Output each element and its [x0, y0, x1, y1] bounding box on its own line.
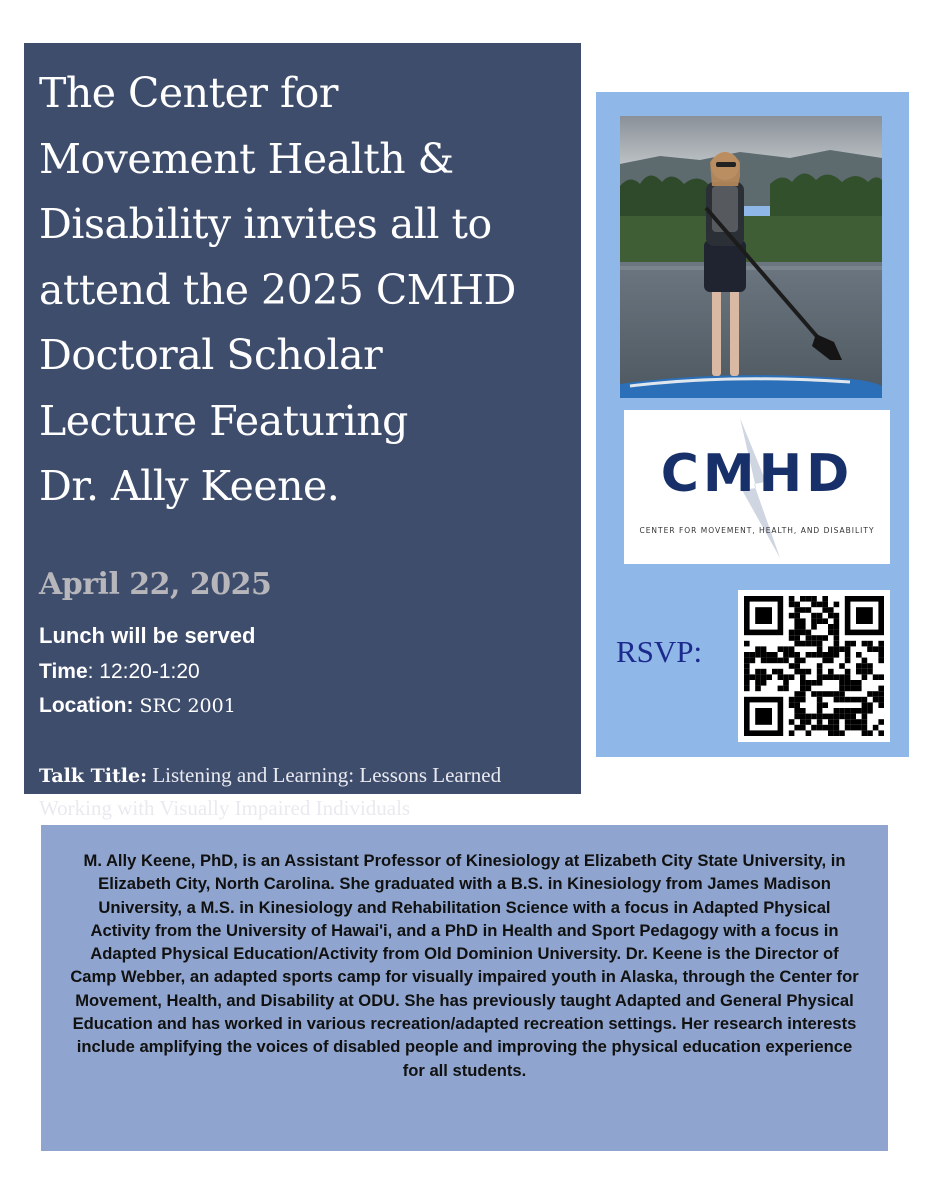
- event-location: [39, 694, 236, 718]
- speaker-bio: M. Ally Keene, PhD, is an Assistant Professor of Kinesiology at Elizabeth City State University, in Elizabeth City, North Carolina. She graduated with a B.S. in Kinesiology from James Madison University, a M.S. in Kinesiology and Rehabilitation Science with a focus in Adapted Physical Activity from the University of Hawai'i, and a PhD in Health and Sport Pedagogy with a focus in Adapted Physical Education/Activity from Old Dominion University. Dr. Keene is the Director of Camp Webber, an adapted sports camp for visually impaired youth in Alaska, through the Center for Movement, Health, and Disability at ODU. She has previously taught Adapted and General Physical Education and has worked in various recreation/adapted recreation settings. Her research interests include amplifying the voices of disabled people and improving the physical education experience for all students.: [70, 851, 859, 1080]
- talk-title-label: Talk Title:: [39, 765, 148, 787]
- headline-line: Lecture Featuring: [39, 396, 408, 445]
- rsvp-label: RSVP:: [616, 634, 703, 669]
- media-panel: [596, 92, 909, 757]
- logo-wordmark: CMHD: [660, 444, 854, 504]
- headline-line: Dr. Ally Keene.: [39, 462, 340, 510]
- qr-code-icon: [738, 590, 890, 742]
- paddleboard-photo-illustration: [620, 116, 882, 398]
- headline-line: Doctoral Scholar: [39, 331, 383, 379]
- logo-subtitle: CENTER FOR MOVEMENT, HEALTH, AND DISABILITY: [639, 526, 875, 535]
- rsvp-qr-code[interactable]: [738, 590, 890, 742]
- event-info-panel: [24, 43, 581, 820]
- time-value: : 12:20-1:20: [87, 660, 200, 683]
- headline-line: Movement Health &: [39, 134, 454, 183]
- time-label: Time: [39, 660, 88, 683]
- headline-line: attend the 2025 CMHD: [39, 265, 516, 314]
- lunch-note: Lunch will be served: [39, 623, 256, 648]
- cmhd-logo: [624, 410, 890, 564]
- event-time: [39, 660, 200, 684]
- talk-title-value: Listening and Learning: Lessons Learned Working with Visually Impaired Individuals: [39, 763, 502, 820]
- headline-line: The Center for: [39, 69, 338, 117]
- headline: [39, 61, 569, 520]
- speaker-photo: [620, 116, 882, 398]
- location-value: SRC 2001: [133, 695, 236, 717]
- location-label: Location:: [39, 694, 134, 717]
- talk-title: [39, 759, 569, 824]
- speaker-bio-panel: [41, 825, 888, 1151]
- headline-line: Disability invites all to: [39, 200, 492, 248]
- event-date: April 22, 2025: [39, 567, 272, 602]
